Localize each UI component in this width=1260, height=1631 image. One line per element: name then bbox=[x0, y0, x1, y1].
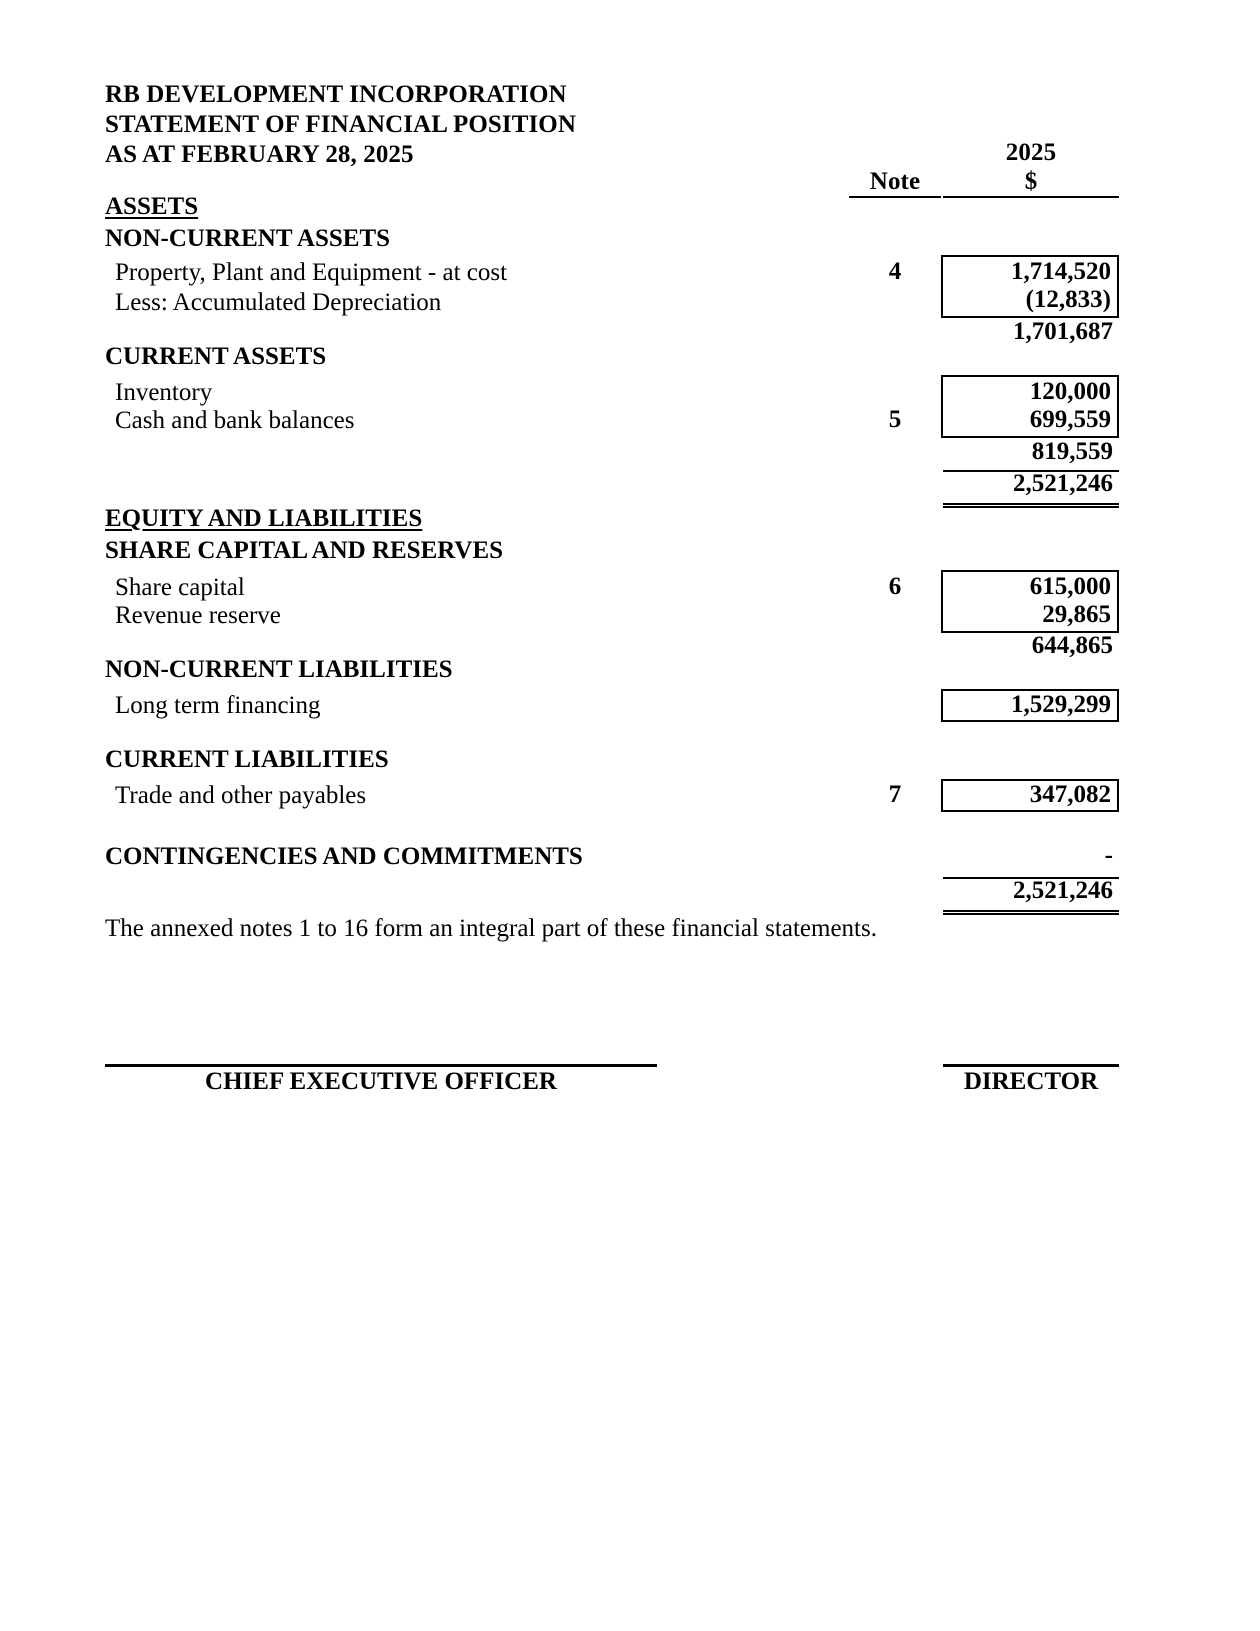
total-assets-double-rule bbox=[943, 503, 1119, 508]
row-note-trade-payables: 7 bbox=[888, 781, 902, 808]
total-equity-liabilities-double-rule bbox=[943, 910, 1119, 915]
row-note-ppe: 4 bbox=[888, 258, 902, 285]
current-assets-heading: CURRENT ASSETS bbox=[105, 343, 327, 370]
row-value-share-capital: 615,000 bbox=[1029, 573, 1111, 600]
non-current-assets-heading: NON-CURRENT ASSETS bbox=[105, 225, 391, 252]
row-note-share-capital: 6 bbox=[888, 573, 902, 600]
row-label-share-capital: Share capital bbox=[115, 574, 245, 601]
amount-header-rule bbox=[943, 196, 1119, 198]
row-value-equity-total: 644,865 bbox=[1031, 632, 1113, 659]
annexed-notes-text: The annexed notes 1 to 16 form an integral part of these financial statements. bbox=[105, 915, 877, 942]
row-value-accumulated-depreciation: (12,833) bbox=[1025, 286, 1111, 313]
ceo-signature-line bbox=[105, 1064, 657, 1067]
column-header-year: 2025 bbox=[1005, 139, 1057, 166]
note-header-rule bbox=[849, 196, 941, 198]
column-header-note: Note bbox=[869, 168, 921, 195]
non-current-liabilities-heading: NON-CURRENT LIABILITIES bbox=[105, 656, 453, 683]
statement-date: AS AT FEBRUARY 28, 2025 bbox=[105, 141, 414, 168]
director-label: DIRECTOR bbox=[963, 1068, 1099, 1095]
row-value-current-assets-total: 819,559 bbox=[1031, 438, 1113, 465]
row-value-cash: 699,559 bbox=[1029, 406, 1111, 433]
company-name: RB DEVELOPMENT INCORPORATION bbox=[105, 81, 567, 108]
row-value-trade-payables: 347,082 bbox=[1029, 781, 1111, 808]
ceo-label: CHIEF EXECUTIVE OFFICER bbox=[205, 1068, 557, 1095]
value-box-trade-payables bbox=[941, 779, 1119, 812]
value-box-long-term-financing bbox=[941, 689, 1119, 722]
equity-liabilities-heading: EQUITY AND LIABILITIES bbox=[105, 505, 423, 532]
row-label-inventory: Inventory bbox=[115, 379, 213, 406]
value-box-current-assets bbox=[941, 375, 1119, 438]
row-label-long-term-financing: Long term financing bbox=[115, 692, 321, 719]
assets-heading: ASSETS bbox=[105, 193, 199, 220]
column-header-currency: $ bbox=[1024, 168, 1038, 195]
row-value-inventory: 120,000 bbox=[1029, 378, 1111, 405]
current-liabilities-heading: CURRENT LIABILITIES bbox=[105, 746, 389, 773]
row-value-total-assets: 2,521,246 bbox=[1013, 470, 1113, 497]
statement-title: STATEMENT OF FINANCIAL POSITION bbox=[105, 111, 577, 138]
row-value-ppe-net: 1,701,687 bbox=[1013, 318, 1113, 345]
row-note-cash: 5 bbox=[888, 406, 902, 433]
director-signature-line bbox=[943, 1064, 1119, 1067]
row-value-ppe: 1,714,520 bbox=[1011, 258, 1111, 285]
row-label-revenue-reserve: Revenue reserve bbox=[115, 602, 281, 629]
row-value-total-equity-liabilities: 2,521,246 bbox=[1013, 877, 1113, 904]
value-box-non-current-assets bbox=[941, 255, 1119, 318]
row-value-long-term-financing: 1,529,299 bbox=[1011, 691, 1111, 718]
row-value-revenue-reserve: 29,865 bbox=[1042, 601, 1111, 628]
share-capital-heading: SHARE CAPITAL AND RESERVES bbox=[105, 537, 504, 564]
contingencies-heading: CONTINGENCIES AND COMMITMENTS bbox=[105, 843, 583, 870]
row-label-accumulated-depreciation: Less: Accumulated Depreciation bbox=[115, 289, 442, 316]
value-box-equity bbox=[941, 570, 1119, 633]
row-value-contingencies: - bbox=[1104, 842, 1113, 869]
row-label-ppe: Property, Plant and Equipment - at cost bbox=[115, 259, 508, 286]
row-label-trade-payables: Trade and other payables bbox=[115, 782, 367, 809]
row-label-cash: Cash and bank balances bbox=[115, 407, 355, 434]
